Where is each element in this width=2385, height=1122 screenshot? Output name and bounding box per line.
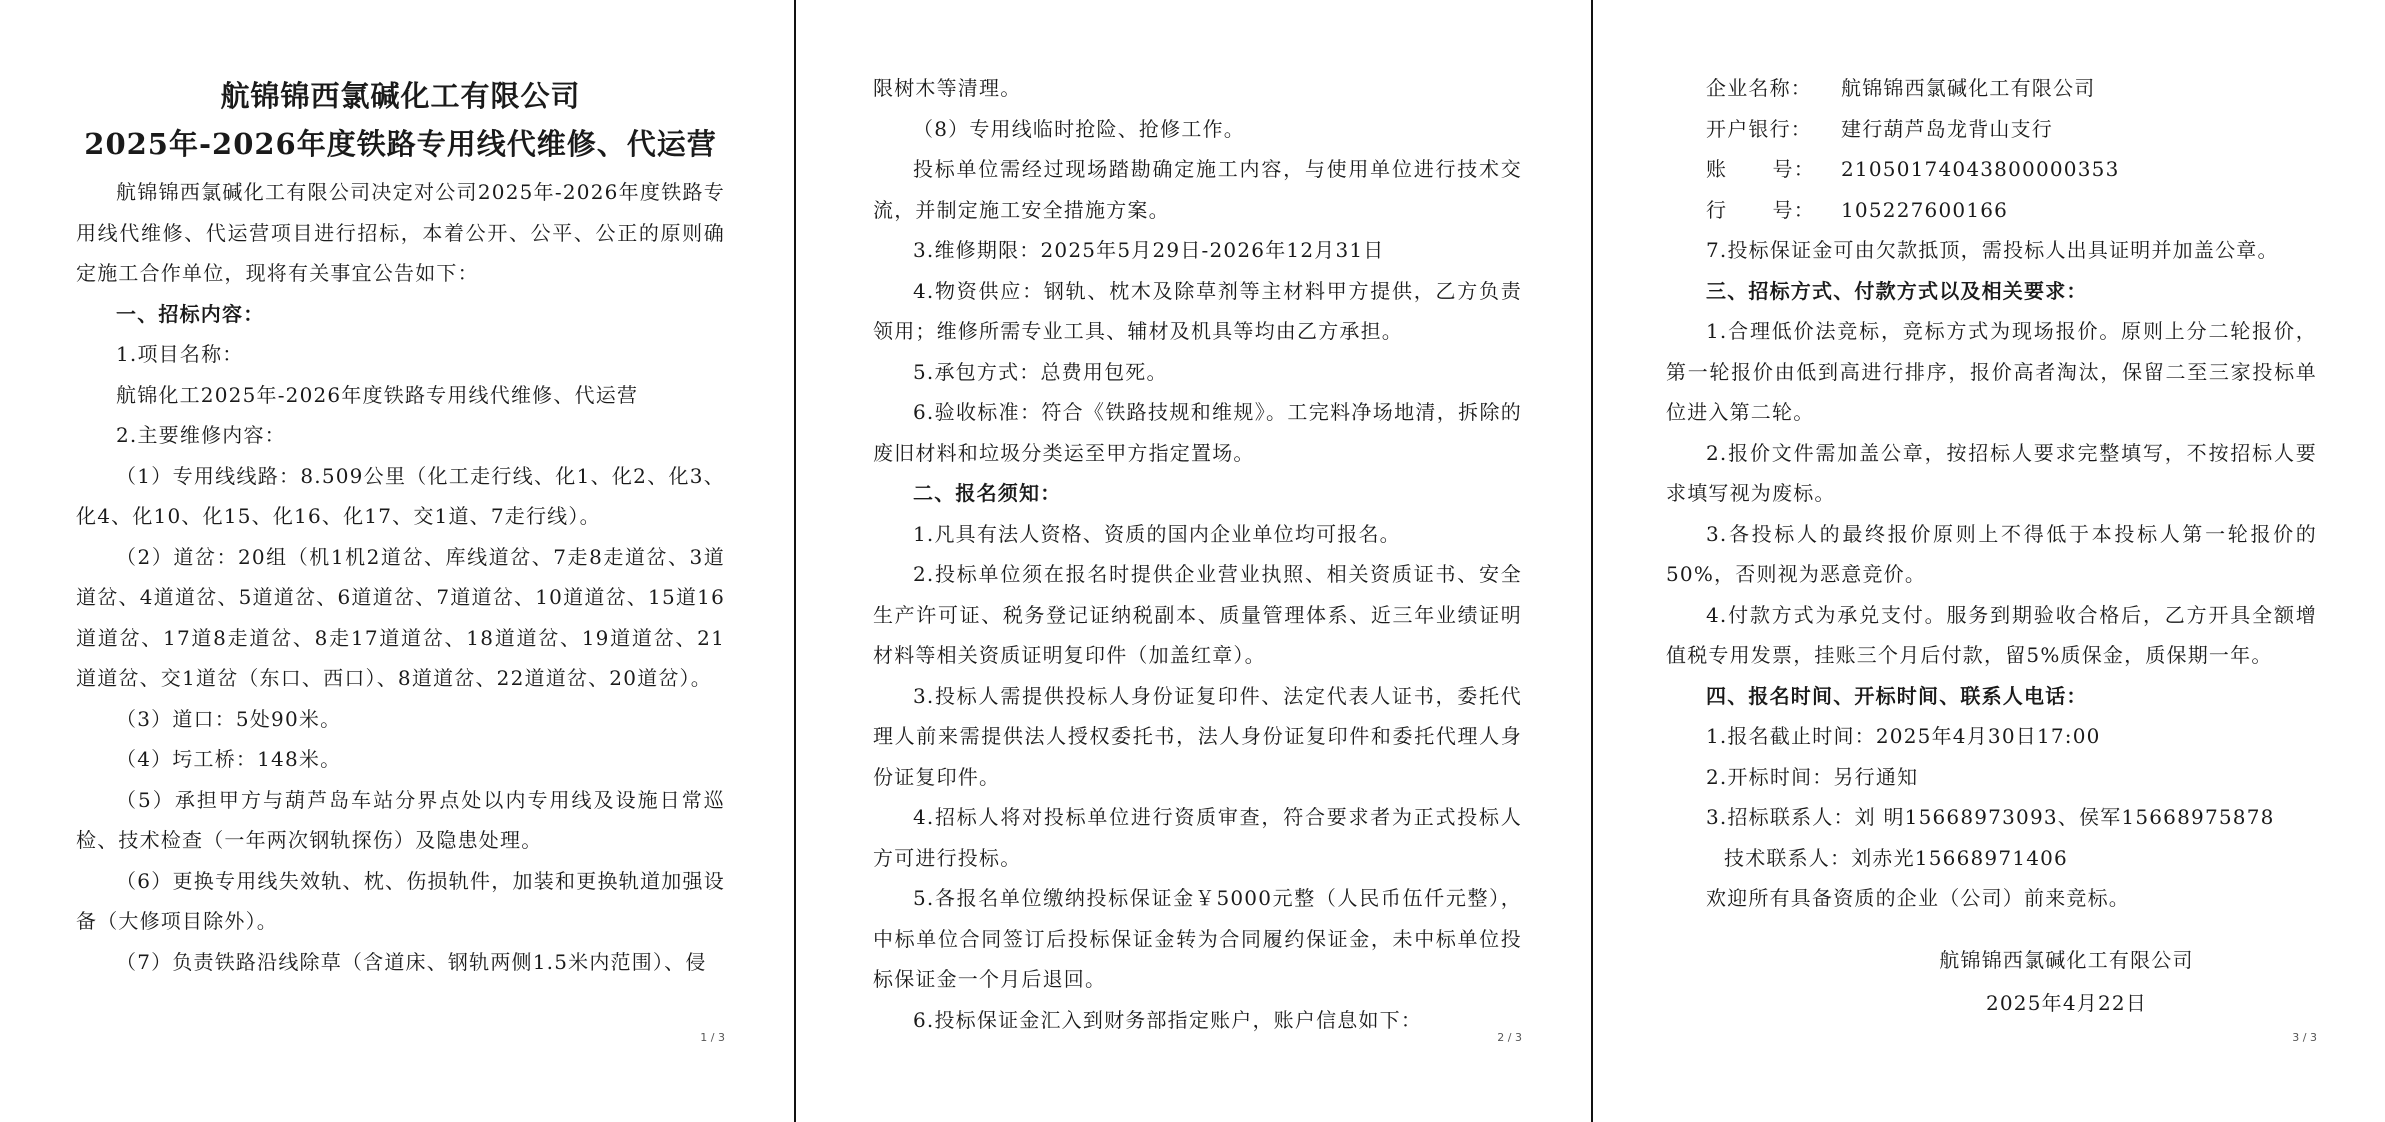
- section-heading-bid-method: 三、招标方式、付款方式以及相关要求：: [1706, 278, 2088, 303]
- project-name-value: 航锦化工2025年-2026年度铁路专用线代维修、代运营: [116, 382, 639, 407]
- document-page-2: [797, 0, 1590, 1122]
- maintenance-period: 3.维修期限：2025年5月29日-2026年12月31日: [913, 238, 1385, 262]
- document-page-1: [0, 0, 793, 1122]
- page-2-content: [873, 68, 1522, 1040]
- page-divider: [1591, 0, 1593, 1122]
- maintenance-item-track: （1）专用线线路：8.509公里（化工走行线、化1、化2、化3、化4、化10、化15、化16、化17、交1道、7走行线）。: [76, 463, 725, 528]
- document-title-project: 2025年-2026年度铁路专用线代维修、代运营: [84, 127, 717, 161]
- welcome-line: 欢迎所有具备资质的企业（公司）前来竞标。: [1706, 886, 2130, 910]
- account-bank-row: [1666, 109, 2317, 150]
- page-number: 2 / 3: [1497, 1031, 1522, 1044]
- section-heading-registration: 二、报名须知：: [913, 481, 1062, 505]
- page-3-content: [1666, 68, 2317, 1025]
- method-item-2: 2.报价文件需加盖公章，按招标人要求完整填写，不按招标人要求填写视为废标。: [1666, 440, 2317, 505]
- signature-block: [1666, 939, 2317, 1025]
- technical-contact: 技术联系人：刘赤光15668971406: [1724, 845, 2068, 870]
- page-divider: [794, 0, 796, 1122]
- weeding-continuation: 限树木等清理。: [873, 76, 1022, 100]
- account-company-row: [1666, 68, 2317, 109]
- registration-item-3: 3.投标人需提供投标人身份证复印件、法定代表人证书，委托代理人前来需提供法人授权委托书，法人身份证复印件和委托代理人身份证复印件。: [873, 683, 1522, 789]
- account-bank-label: 开户银行：: [1706, 116, 1812, 141]
- account-number-label: 账 号：: [1706, 157, 1815, 181]
- account-number-row: [1666, 149, 2317, 190]
- signature-date: 2025年4月22日: [1985, 990, 2148, 1015]
- method-item-1: 1.合理低价法竞标，竞标方式为现场报价。原则上分二轮报价，第一轮报价由低到高进行排序，报价高者淘汰，保留二至三家投标单位进入第二轮。: [1666, 319, 2317, 424]
- page-number: 1 / 3: [700, 1031, 725, 1044]
- maintenance-item-crossings: （3）道口：5处90米。: [116, 706, 342, 731]
- contract-method: 5.承包方式：总费用包死。: [913, 359, 1168, 384]
- bank-code-label: 行 号：: [1706, 197, 1815, 222]
- method-item-3: 3.各投标人的最终报价原则上不得低于本投标人第一轮报价的50%，否则视为恶意竞价。: [1666, 521, 2317, 586]
- registration-item-4: 4.招标人将对投标单位进行资质审查，符合要求者为正式投标人方可进行投标。: [873, 805, 1522, 870]
- page-1-content: [76, 72, 725, 982]
- document-page-3: [1594, 0, 2385, 1122]
- registration-item-2: 2.投标单位须在报名时提供企业营业执照、相关资质证书、安全生产许可证、税务登记证纳税副本、质量管理体系、近三年业绩证明材料等相关资质证明复印件（加盖红章）。: [873, 562, 1522, 667]
- bid-contacts: 3.招标联系人：刘 明15668973093、侯军15668975878: [1706, 805, 2275, 829]
- project-name-label: 1.项目名称：: [116, 342, 244, 366]
- maintenance-item-bridge: （4）圬工桥：148米。: [116, 747, 342, 771]
- registration-item-5: 5.各报名单位缴纳投标保证金￥5000元整（人民币伍仟元整），中标单位合同签订后投标保证金转为合同履约保证金，未中标单位投标保证金一个月后退回。: [873, 886, 1522, 991]
- section-heading-bid-content: 一、招标内容：: [116, 301, 265, 326]
- maintenance-item-inspection: （5）承担甲方与葫芦岛车站分界点处以内专用线及设施日常巡检、技术检查（一年两次钢轨探伤）及隐患处理。: [76, 787, 725, 852]
- maintenance-content-label: 2.主要维修内容：: [116, 423, 286, 447]
- section-heading-schedule-contacts: 四、报名时间、开标时间、联系人电话：: [1706, 683, 2088, 708]
- maintenance-item-weeding: （7）负责铁路沿线除草（含道床、钢轨两侧1.5米内范围）、侵: [116, 949, 707, 974]
- account-company-label: 企业名称：: [1706, 76, 1812, 100]
- page-number: 3 / 3: [2292, 1031, 2317, 1044]
- account-number-value: 21050174043800000353: [1841, 157, 2120, 181]
- registration-item-6: 6.投标保证金汇入到财务部指定账户，账户信息如下：: [913, 1007, 1423, 1032]
- bid-opening-time: 2.开标时间：另行通知: [1706, 764, 1919, 789]
- maintenance-item-switches: （2）道岔：20组（机1机2道岔、库线道岔、7走8走道岔、3道道岔、4道道岔、5道道岔、6道道岔、7道道岔、10道道岔、15道16道道岔、17道8走道岔、8走17道道岔、18道道岔、19道道岔、21道道岔、交1道岔（东口、西口）、8道道岔、22道道岔、20道岔）。: [76, 544, 725, 690]
- acceptance-standard: 6.验收标准：符合《铁路技规和维规》。工完料净场地清，拆除的废旧材料和垃圾分类运至甲方指定置场。: [873, 400, 1522, 465]
- account-bank-value: 建行葫芦岛龙背山支行: [1841, 116, 2053, 141]
- signature-company: 航锦锦西氯碱化工有限公司: [1939, 947, 2194, 972]
- material-supply: 4.物资供应：钢轨、枕木及除草剂等主材料甲方提供，乙方负责领用；维修所需专业工具、辅材及机具等均由乙方承担。: [873, 278, 1522, 343]
- registration-item-7: 7.投标保证金可由欠款抵顶，需投标人出具证明并加盖公章。: [1706, 238, 2279, 262]
- site-survey-paragraph: 投标单位需经过现场踏勘确定施工内容，与使用单位进行技术交流，并制定施工安全措施方案。: [873, 157, 1522, 222]
- intro-paragraph: 航锦锦西氯碱化工有限公司决定对公司2025年-2026年度铁路专用线代维修、代运营项目进行招标，本着公开、公平、公正的原则确定施工合作单位，现将有关事宜公告如下：: [76, 180, 725, 285]
- maintenance-item-replacement: （6）更换专用线失效轨、枕、伤损轨件，加装和更换轨道加强设备（大修项目除外）。: [76, 868, 725, 933]
- method-item-4: 4.付款方式为承兑支付。服务到期验收合格后，乙方开具全额增值税专用发票，挂账三个月后付款，留5%质保金，质保期一年。: [1666, 602, 2317, 667]
- bank-code-value: 105227600166: [1841, 197, 2009, 222]
- registration-item-1: 1.凡具有法人资格、资质的国内企业单位均可报名。: [913, 521, 1401, 546]
- account-company-value: 航锦锦西氯碱化工有限公司: [1841, 76, 2096, 100]
- maintenance-item-emergency: （8）专用线临时抢险、抢修工作。: [913, 116, 1245, 141]
- bank-code-row: [1666, 190, 2317, 231]
- document-title-company: 航锦锦西氯碱化工有限公司: [220, 79, 581, 113]
- registration-deadline: 1.报名截止时间：2025年4月30日17:00: [1706, 724, 2101, 748]
